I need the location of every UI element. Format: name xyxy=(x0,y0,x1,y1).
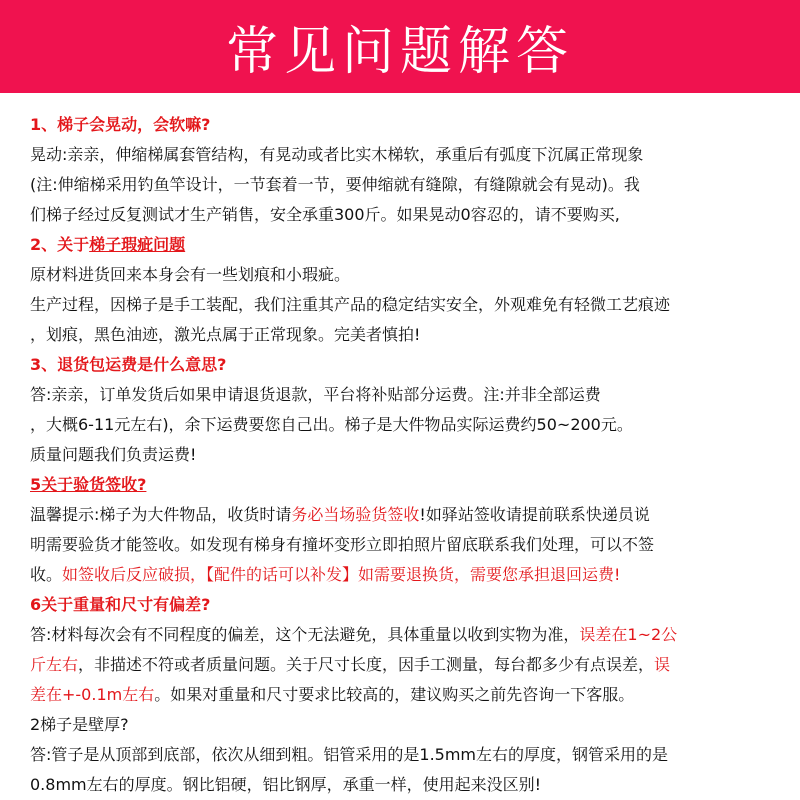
answer-6-text-b: ，非描述不符或者质量问题。关于尺寸长度，因手工测量，每台都多少有点误差， xyxy=(78,655,655,674)
answer-5-text-c: 收。 xyxy=(30,565,63,584)
answer-7-line-2: 0.8mm左右的厚度。钢比铝硬，铝比钢厚，承重一样，使用起来没区别! xyxy=(30,775,542,794)
answer-6-line-3 xyxy=(30,680,770,710)
question-2-underlined: 梯子瑕疵问题 xyxy=(89,235,186,254)
answer-6-highlight-4: 差在+-0.1m左右 xyxy=(30,685,155,704)
answer-5-line-2: 明需要验货才能签收。如发现有梯身有撞坏变形立即拍照片留底联系我们处理，可以不签 xyxy=(30,535,655,554)
answer-6-line-2 xyxy=(30,650,770,680)
answer-6-highlight-3: 误 xyxy=(654,655,671,674)
answer-6-line-1 xyxy=(30,620,770,650)
question-7: 2梯子是壁厚? xyxy=(30,715,129,734)
answer-5-text-b: !如驿站签收请提前联系快递员说 xyxy=(419,505,650,524)
answer-2-line-3: ，划痕，黑色油迹，激光点属于正常现象。完美者慎拍! xyxy=(30,325,421,344)
answer-1-line-3: 们梯子经过反复测试才生产销售，安全承重300斤。如果晃动0容忍的，请不要购买, xyxy=(30,205,620,224)
answer-2-line-2: 生产过程，因梯子是手工装配，我们注重其产品的稳定结实安全，外观难免有轻微工艺痕迹 xyxy=(30,295,671,314)
answer-6-text-a: 答:材料每次会有不同程度的偏差，这个无法避免，具体重量以收到实物为准， xyxy=(30,625,580,644)
answer-1-line-2: (注:伸缩梯采用钓鱼竿设计，一节套着一节，要伸缩就有缝隙，有缝隙就会有晃动)。我 xyxy=(30,175,640,194)
answer-5-line-1 xyxy=(30,500,770,530)
answer-5-line-3 xyxy=(30,560,770,590)
answer-3-line-2: ，大概6-11元左右)，余下运费要您自己出。梯子是大件物品实际运费约50~200元。 xyxy=(30,415,633,434)
answer-3-line-3: 质量问题我们负责运费! xyxy=(30,445,197,464)
question-2-prefix: 2、关于 xyxy=(30,235,90,254)
question-5-title: 5关于验货签收? xyxy=(30,475,147,494)
answer-6-text-c: 。如果对重量和尺寸要求比较高的，建议购买之前先咨询一下客服。 xyxy=(154,685,635,704)
answer-5-highlight: 务必当场验货签收 xyxy=(291,505,420,524)
answer-5-text-a: 温馨提示:梯子为大件物品，收货时请 xyxy=(30,505,292,524)
header-banner xyxy=(0,0,800,93)
answer-6-highlight-1: 误差在1~2公 xyxy=(579,625,678,644)
question-3: 3、退货包运费是什么意思? xyxy=(30,355,227,374)
answer-3-line-1: 答:亲亲，订单发货后如果申请退货退款，平台将补贴部分运费。注:并非全部运费 xyxy=(30,385,601,404)
answer-6-highlight-2: 斤左右 xyxy=(30,655,79,674)
page-title: 常见问题解答 xyxy=(225,22,574,82)
question-5 xyxy=(30,470,770,500)
question-2 xyxy=(30,230,770,260)
answer-2-line-1: 原材料进货回来本身会有一些划痕和小瑕疵。 xyxy=(30,265,351,284)
answer-1-line-1: 晃动:亲亲，伸缩梯属套管结构，有晃动或者比实木梯软，承重后有弧度下沉属正常现象 xyxy=(30,145,644,164)
faq-content xyxy=(0,93,800,800)
answer-5-warning: 如签收后反应破损，【配件的话可以补发】如需要退换货，需要您承担退回运费! xyxy=(62,565,621,584)
question-6: 6关于重量和尺寸有偏差? xyxy=(30,595,211,614)
question-1: 1、梯子会晃动，会软嘛? xyxy=(30,115,211,134)
answer-7-line-1: 答:管子是从顶部到底部，依次从细到粗。铝管采用的是1.5mm左右的厚度，钢管采用的是 xyxy=(30,745,669,764)
